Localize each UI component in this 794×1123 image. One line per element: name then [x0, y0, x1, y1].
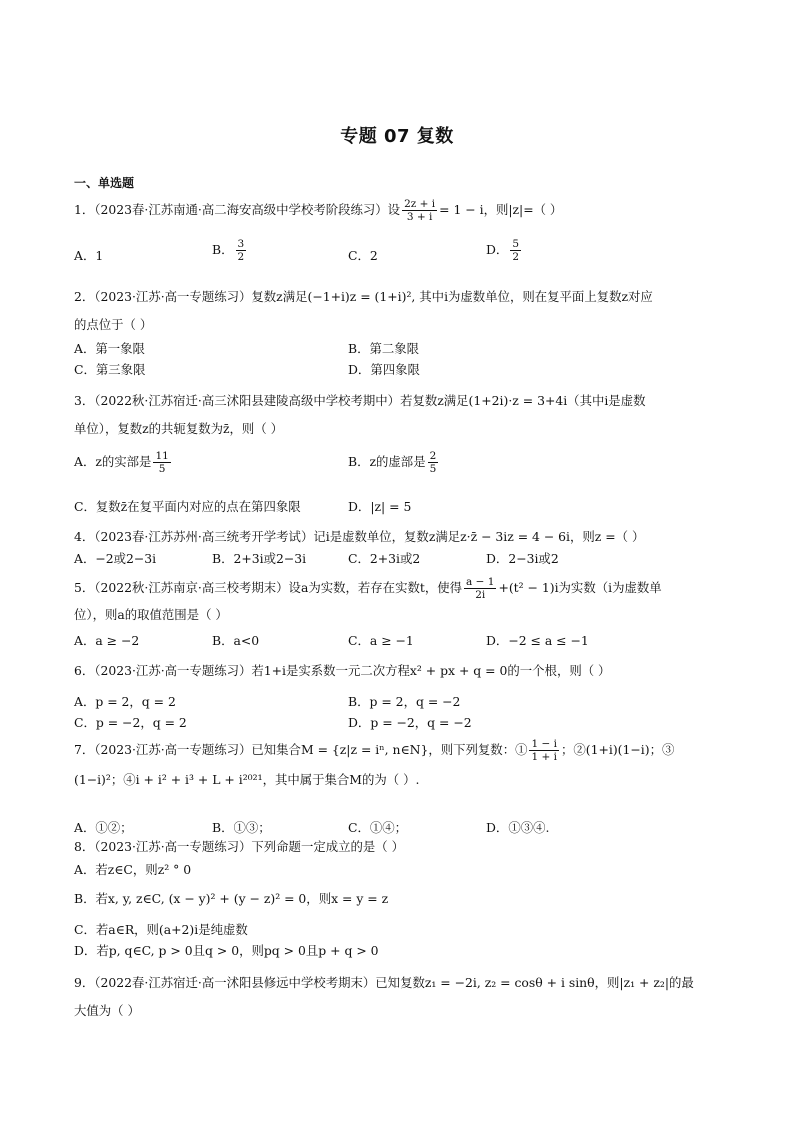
- section-heading: 一、单选题: [74, 176, 135, 190]
- q7-option-b: B．①③；: [212, 820, 271, 835]
- q4-option-d: D．2−3i或2: [486, 551, 559, 566]
- q6-option-b: B．p = 2，q = −2: [348, 694, 461, 709]
- q2-option-a: A．第一象限: [74, 341, 145, 356]
- q3-option-d: D．|z| = 5: [348, 499, 412, 514]
- q2-option-c: C．第三象限: [74, 362, 146, 377]
- q5-option-b: B．a<0: [212, 633, 260, 648]
- q1-option-c: C．2: [348, 248, 378, 263]
- q5-option-a: A．a ≥ −2: [74, 633, 140, 648]
- question-1: [74, 198, 724, 223]
- q3-line-2: 单位），复数z的共轭复数为z̄，则（ ）: [74, 421, 284, 436]
- q8-option-b: B．若x, y, z∈C, (x − y)² + (y − z)² = 0，则x = y = z: [74, 891, 389, 906]
- page-title: 专题 07 复数: [340, 126, 454, 147]
- q1-fraction: $\frac{2z + i}{3 + i}$: [404, 198, 436, 223]
- q8-option-d: D．若p, q∈C, p > 0且q > 0，则pq > 0且p + q > 0: [74, 943, 379, 958]
- q6-option-a: A．p = 2，q = 2: [74, 694, 176, 709]
- q3-option-c: C．复数z̄在复平面内对应的点在第四象限: [74, 499, 301, 514]
- q1-stem: 1．（2023春·江苏南通·高二海安高级中学校考阶段练习）设: [74, 202, 401, 217]
- question-2: [74, 286, 724, 335]
- q4-line-1: 4．（2023春·江苏苏州·高三统考开学考试）记i是虚数单位，复数z满足z·z̄ − 3iz = 4 − 6i，则z =（ ）: [74, 529, 645, 544]
- q9-line-1: 9．（2022春·江苏宿迁·高一沭阳县修远中学校考期末）已知复数z₁ = −2i, z₂ = cosθ + i sinθ，则|z₁ + z₂|的最: [74, 975, 694, 990]
- q2-line-1: 2．（2023·江苏·高一专题练习）复数z满足(−1+i)z = (1+i)², 其中i为虚数单位，则在复平面上复数z对应: [74, 289, 653, 304]
- question-4: [74, 526, 724, 547]
- q6-line-1: 6．（2023·江苏·高一专题练习）若1+i是实系数一元二次方程x² + px + q = 0的一个根，则（ ）: [74, 663, 611, 678]
- q7-option-c: C．①④；: [348, 820, 408, 835]
- q1-option-a: A．1: [74, 248, 104, 263]
- q3-option-b: B．z的虚部是 $\frac{2}{5}$: [348, 450, 437, 475]
- q2-option-d: D．第四象限: [348, 362, 420, 377]
- q4-option-a: A．−2或2−3i: [74, 551, 157, 566]
- q5-option-d: D．−2 ≤ a ≤ −1: [486, 633, 589, 648]
- question-3: [74, 390, 724, 439]
- q6-option-d: D．p = −2，q = −2: [348, 715, 472, 730]
- q3-line-1: 3．（2022秋·江苏宿迁·高三沭阳县建陵高级中学校考期中）若复数z满足(1+2i)·z = 3+4i（其中i是虚数: [74, 393, 646, 408]
- q4-option-c: C．2+3i或2: [348, 551, 421, 566]
- question-6: [74, 660, 724, 681]
- q8-option-a: A．若z∈C，则z² ° 0: [74, 862, 192, 877]
- q6-option-c: C．p = −2，q = 2: [74, 715, 187, 730]
- q8-option-c: C．若a∈R，则(a+2)i是纯虚数: [74, 922, 248, 937]
- q7-option-d: D．①③④.: [486, 820, 550, 835]
- question-7: [74, 738, 724, 790]
- q2-line-2: 的点位于（ ）: [74, 317, 153, 332]
- q8-line-1: 8．（2023·江苏·高一专题练习）下列命题一定成立的是（ ）: [74, 839, 405, 854]
- q5-line-1: 5．（2022秋·江苏南京·高三校考期末）设a为实数，若存在实数t，使得 $\frac{a - 1}{2i}$ +(t² − 1)i为实数（i为虚数单: [74, 576, 662, 601]
- q5-option-c: C．a ≥ −1: [348, 633, 414, 648]
- question-5: [74, 576, 724, 625]
- q2-option-b: B．第二象限: [348, 341, 420, 356]
- question-9: [74, 972, 724, 1021]
- q9-line-2: 大值为（ ）: [74, 1003, 140, 1018]
- q7-option-a: A．①②；: [74, 820, 133, 835]
- q1-stem-end: ，则|z|=（ ）: [483, 202, 563, 217]
- q1-option-b: B． $\frac{3}{2}$: [212, 238, 245, 263]
- q1-option-d: D． $\frac{5}{2}$: [486, 238, 520, 263]
- q3-option-a: A．z的实部是 $\frac{11}{5}$: [74, 450, 169, 475]
- question-8: [74, 836, 724, 857]
- q7-line-2: (1−i)²；④i + i² + i³ + L + i²⁰²¹，其中属于集合M的为（ ）.: [74, 772, 420, 787]
- q1-equation: = 1 − i: [439, 202, 484, 217]
- q4-option-b: B．2+3i或2−3i: [212, 551, 307, 566]
- q5-line-2: 位），则a的取值范围是（ ）: [74, 607, 228, 622]
- q7-line-1: 7．（2023·江苏·高一专题练习）已知集合M = {z|z = iⁿ, n∈N}，则下列复数：① $\frac{1 - i}{1 + i}$ ；②(1+i)(1−i)；③: [74, 738, 675, 763]
